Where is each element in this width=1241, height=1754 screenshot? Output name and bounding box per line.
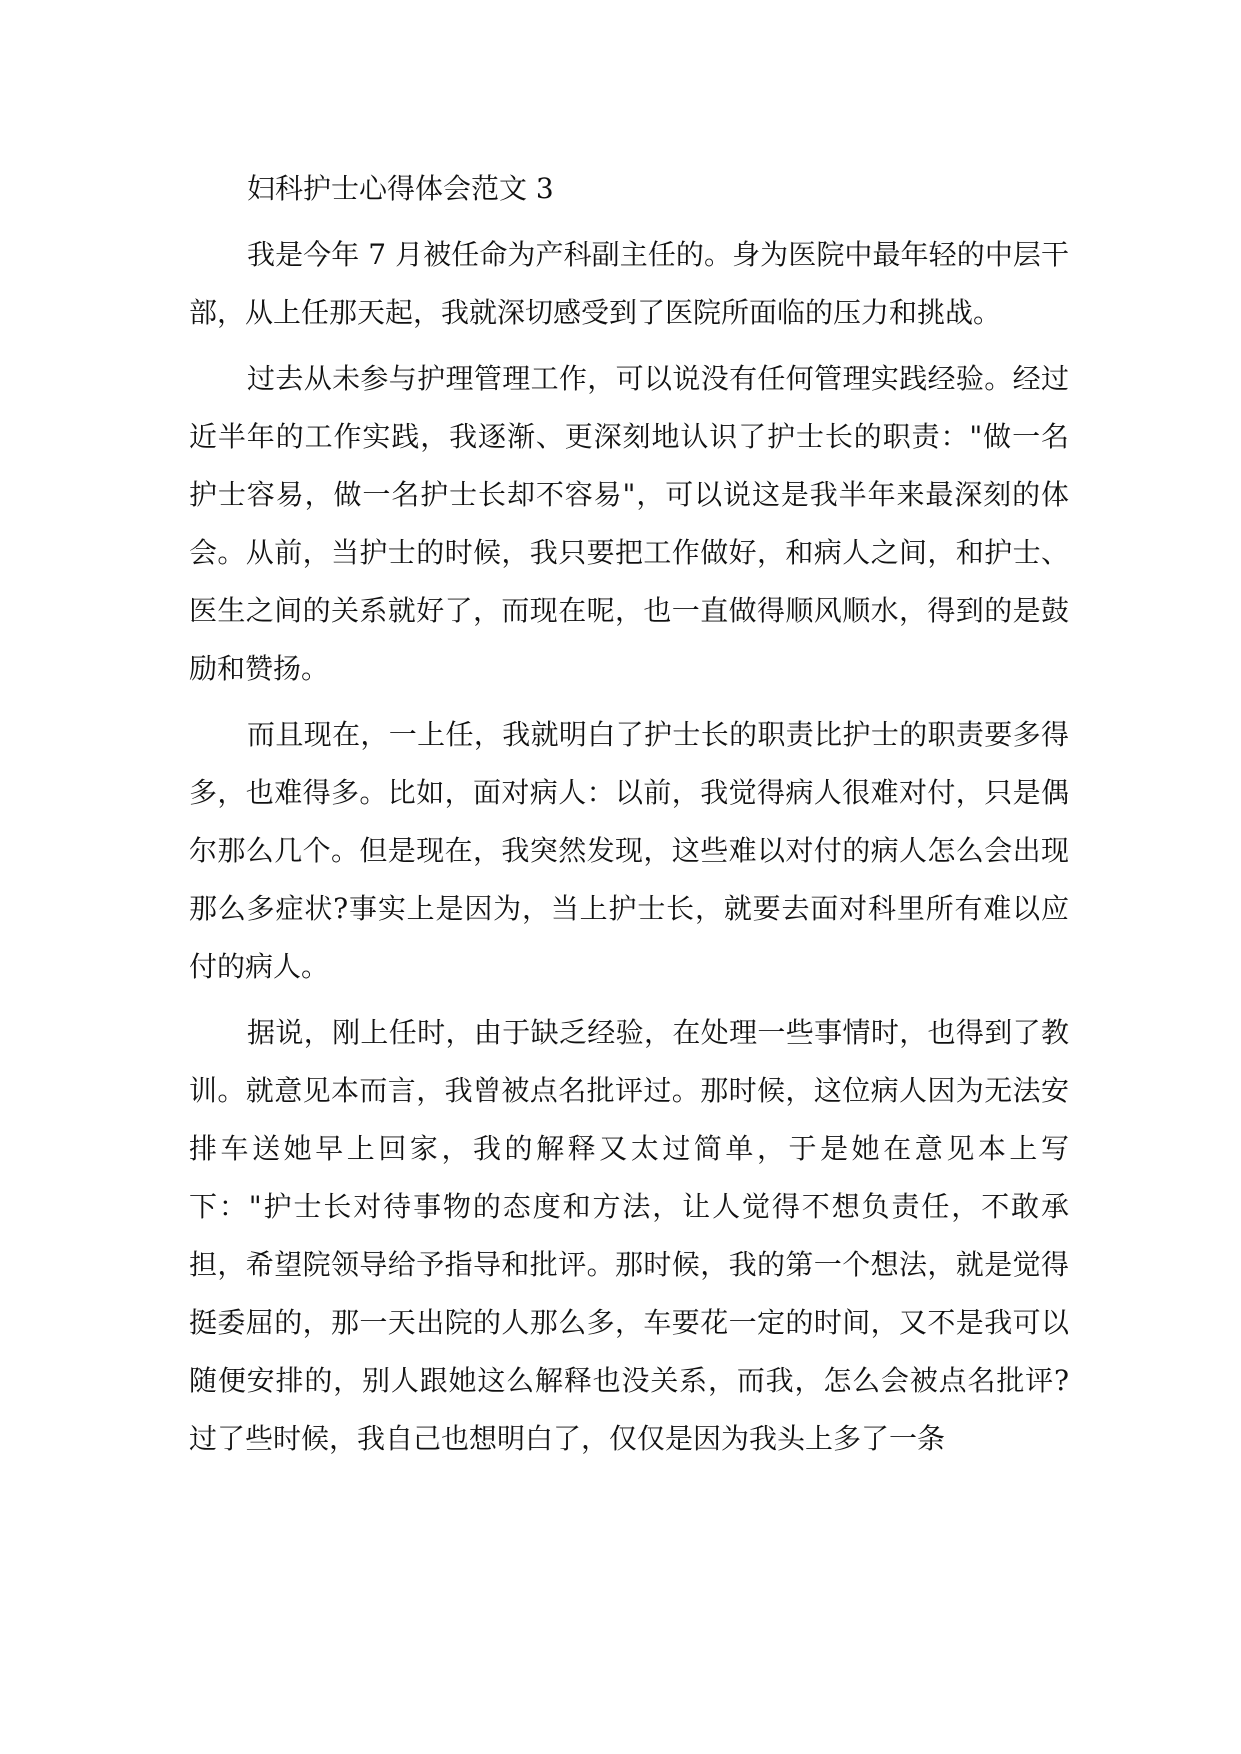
paragraph: 据说，刚上任时，由于缺乏经验，在处理一些事情时，也得到了教训。就意见本而言，我曾被点名批评过。那时候，这位病人因为无法安排车送她早上回家，我的解释又太过简单，于是她在意见本上写下："护士长对待事物的态度和方法，让人觉得不想负责任，不敢承担，希望院领导给予指导和批评。那时候，我的第一个想法，就是觉得挺委屈的，那一天出院的人那么多，车要花一定的时间，又不是我可以随便安排的，别人跟她这么解释也没关系，而我，怎么会被点名批评?过了些时候，我自己也想明白了，仅仅是因为我头上多了一条 [189,1016,1069,1455]
paragraph: 过去从未参与护理管理工作，可以说没有任何管理实践经验。经过近半年的工作实践，我逐渐、更深刻地认识了护士长的职责："做一名护士容易，做一名护士长却不容易"，可以说这是我半年来最深刻的体会。从前，当护士的时候，我只要把工作做好，和病人之间，和护士、医生之间的关系就好了，而现在呢，也一直做得顺风顺水，得到的是鼓励和赞扬。 [189,362,1069,685]
paragraph: 而且现在，一上任，我就明白了护士长的职责比护士的职责要多得多，也难得多。比如，面对病人：以前，我觉得病人很难对付，只是偶尔那么几个。但是现在，我突然发现，这些难以对付的病人怎么会出现那么多症状?事实上是因为，当上护士长，就要去面对科里所有难以应付的病人。 [189,718,1069,983]
document-body [189,160,1069,1468]
paragraph: 我是今年 7 月被任命为产科副主任的。身为医院中最年轻的中层干部，从上任那天起，我就深切感受到了医院所面临的压力和挑战。 [189,238,1069,329]
document-title: 妇科护士心得体会范文 3 [247,172,554,205]
